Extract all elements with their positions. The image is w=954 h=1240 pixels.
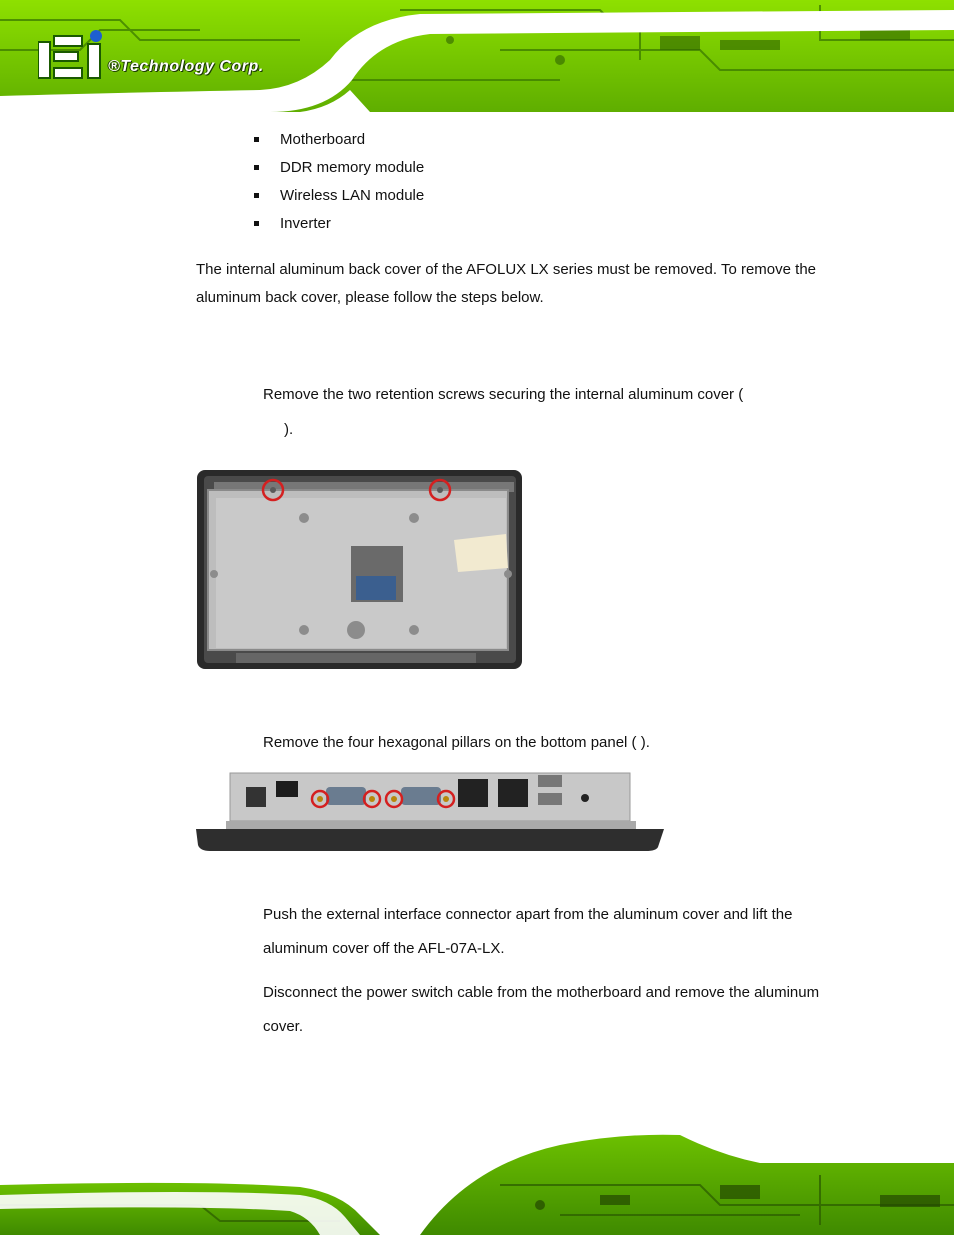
circuit-board-banner	[0, 0, 954, 112]
step-1-text: Remove the two retention screws securing the internal aluminum cover (	[263, 386, 744, 403]
bottom-panel-image	[196, 765, 666, 855]
step-1-text-end: ).	[284, 421, 294, 438]
step-2-text: Remove the four hexagonal pillars on the bottom panel ( ).	[263, 734, 650, 751]
iei-logo-mark	[38, 30, 108, 80]
component-list	[254, 130, 424, 242]
step-4-text: Disconnect the power switch cable from the motherboard and remove the aluminum cover.	[263, 984, 820, 1035]
header-banner	[0, 0, 954, 112]
circuit-board-footer	[0, 1125, 954, 1235]
list-item: DDR memory module	[254, 158, 424, 186]
iei-logo	[38, 30, 108, 85]
step-3-text: Push the external interface connector apart from the aluminum cover and lift the aluminum cover off the AFL-07A-LX.	[263, 906, 793, 957]
bottom-panel-photo	[196, 765, 666, 860]
footer-banner	[0, 1125, 954, 1235]
list-item: Wireless LAN module	[254, 186, 424, 214]
company-name: ®Technology Corp.	[108, 58, 264, 75]
aluminum-cover-image	[196, 468, 524, 672]
list-item: Inverter	[254, 214, 424, 242]
list-item: Motherboard	[254, 130, 424, 158]
aluminum-cover-photo	[196, 468, 524, 677]
intro-paragraph: The internal aluminum back cover of the AFOLUX LX series must be removed. To remove the aluminum back cover, please follow the steps below.	[196, 261, 817, 306]
